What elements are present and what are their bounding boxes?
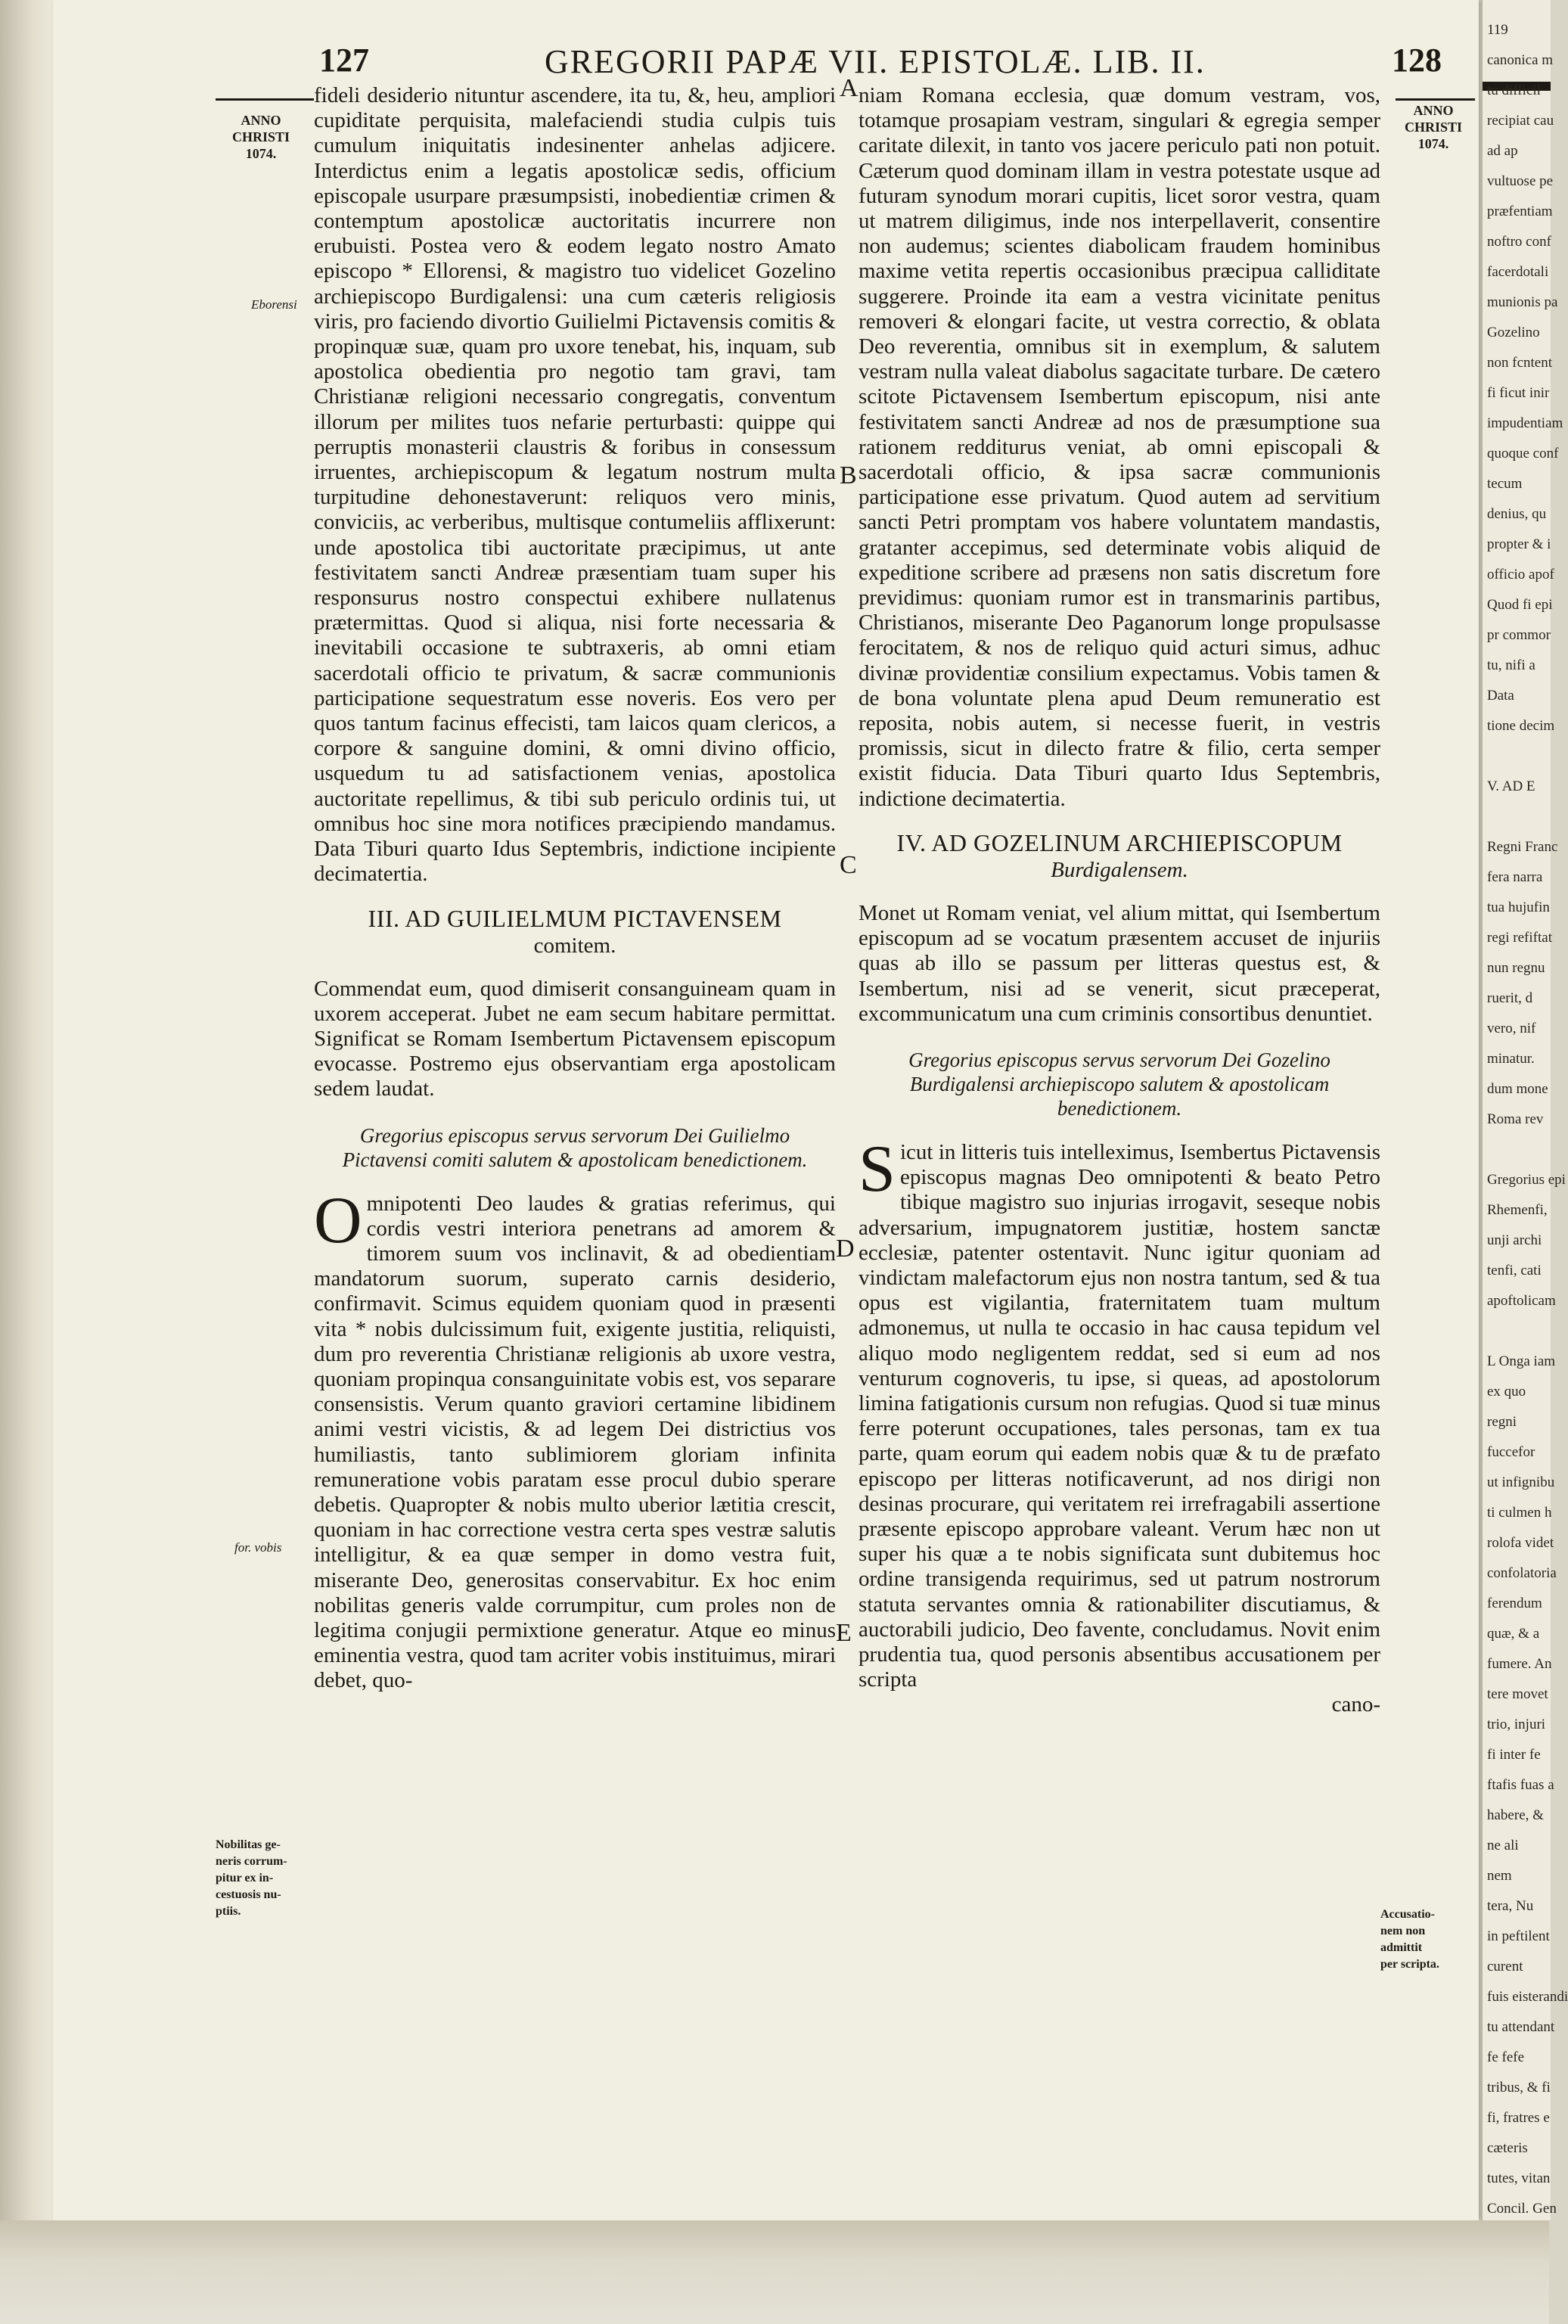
letter-iii-salutation: Gregorius episcopus servus servorum Dei Guilielmo Pictavensi comiti salutem & apostolicam benedictionem. bbox=[342, 1123, 808, 1171]
section-letter-a: A bbox=[840, 74, 859, 102]
next-page-line: in peftilent bbox=[1487, 1928, 1550, 1944]
next-page-line: fi ficut inir bbox=[1487, 385, 1550, 401]
section-letter-b: B bbox=[840, 461, 857, 489]
letter-ii-ending: fideli desiderio nituntur ascendere, ita tu, &, heu, ampliori cupiditate perquisita, malefaciendi studia culpis tuis cumulum iniquitatis indesinenter anhelas adjicere. Interdictus enim a legatis apostolicæ sedis, officium episcopale usurpare præsumpsisti, inobedientiæ crimen & contemptum apostolicæ auctoritatis incurrere non erubuisti. Postea vero & eodem legato nostro Amato episcopo * Ellorensi, & magistro tuo videlicet Gozelino archiepiscopo Burdigalensi: una cum cæteris religiosis viris, pro faciendo divortio Guilielmi Pictavensis comitis & propinquæ suæ, quam pro uxore tenebat, his, inquam, sub apostolica obedientia pro negotio tam gravi, tam Christianæ religioni necessario congregatis, conventum illorum per milites tuos nefarie perturbasti: quippe qui perruptis monasterii claustris & foribus in consessum irruentes, archiepiscopum & legatum nostrum multa turpitudine dehonestaverunt: reliquos vero minis, conviciis, ac verberibus, multisque contumeliis afflixerunt: unde apostolica tibi auctoritate præcipimus, ut ante festivitatem sancti Andreæ præsentiam tuam super his responsurus nostro conspectui exhibere nullatenus prætermittas. Quod si aliqua, nisi forte necessaria & inevitabili occasione te subtraxeris, ab omni etiam sacerdotali officio te privatum, & sacræ communionis participatione sequestratum esse noveris. Eos vero per quos tantum facinus effecisti, tam laicos quam clericos, a corpore & sanguine domini, & omni divino officio, usquedum tu ad satisfactionem venias, apostolica auctoritate repellimus, & tibi sub periculo ordinis tui, ut omnibus hoc sine mora notifices præcipiendo mandamus. Data Tiburi quarto Idus Septembris, indictione incipiente decimatertia. bbox=[314, 83, 836, 887]
next-page-line bbox=[1483, 1135, 1568, 1165]
next-page-line: præfentiam bbox=[1487, 204, 1553, 219]
letter-iii-ending: niam Romana ecclesia, quæ domum vestram, vos, totamque prosapiam vestram, singulari & egregia semper caritate dilexit, in tanto vos jacere periculo pati non potuit. Cæterum quod dominam illam in vestra potestate usque ad futuram synodum morari cupitis, licet soror vestra, quam ut matrem diligimus, inde nos interpellaverit, consentire non audemus; scientes diabolicam fraudem hominibus maxime vetita repertis occasionibus præcipua calliditate suggerere. Proinde ita eam a vestra vicinitate penitus removeri & elongari facite, ut vestra correctio, & oblata Deo reverentia, omnibus sit in exemplum, & salutem vestram nulla valeat diabolus sagacitate turbare. De cætero scitote Pictavensem Isembertum episcopum, nisi ante festivitatem sancti Andreæ ad nos de præsumptione sua rationem redditurus veniat, ab omni episcopali & sacerdotali officio, & ipsa sacræ communionis participatione esse privatum. Quod autem ad servitium sancti Petri promptam vos habere voluntatem mandastis, gratanter accepimus, sed determinate vobis aliquid de expeditione scribere ad præsens non satis discretum fore previdimus: quoniam rumor est in transmarinis partibus, Christianos, miserante Deo Paganorum longe propulsasse ferocitatem, & nos de reliquo quid acturi simus, adhuc divinæ providentiæ consilium expectamus. Vobis tamen & de bona voluntate plena apud Deum remuneratio est reposita, nobis autem, si necesse fuerit, in vestris promissis, sicut in dilecto fratre & filio, certa semper existit fiducia. Data Tiburi quarto Idus Septembris, indictione decimatertia. bbox=[859, 83, 1380, 811]
next-page-line: tere movet bbox=[1487, 1686, 1548, 1702]
next-page-line: Quod fi epi bbox=[1487, 597, 1553, 613]
next-page-line: tenfi, cati bbox=[1487, 1263, 1542, 1279]
next-page-line: tu, nifi a bbox=[1487, 657, 1535, 673]
next-page-line: minatur. bbox=[1487, 1051, 1535, 1067]
margin-note-nobilitas: Nobilitas ge- neris corrum- pitur ex in- cestuosis nu- ptiis. bbox=[216, 1838, 287, 1918]
letter-iv-summary: Monet ut Romam veniat, vel alium mittat, qui Isembertum episcopum ad se vocatum præsentem accuset de injuriis quas ab illo se passum per litteras questus est, & Isembertum, nisi ad se venerit, sicut præceperat, excommunicatum una cum criminis consortibus denuntiet. bbox=[859, 900, 1380, 1026]
next-page-line: noftro conf bbox=[1487, 234, 1551, 250]
next-page-line: confolatoria bbox=[1487, 1565, 1557, 1581]
letter-iv-subheading: Burdigalensem. bbox=[1051, 857, 1188, 882]
right-column bbox=[859, 83, 1380, 1718]
book-page bbox=[53, 0, 1479, 2220]
next-page-line: tua hujufin bbox=[1487, 899, 1550, 915]
next-page-line: nun regnu bbox=[1487, 960, 1545, 976]
next-page-line: ftafis fuas a bbox=[1487, 1777, 1554, 1793]
margin-anno-right: ANNO CHRISTI 1074. bbox=[1404, 103, 1463, 151]
next-page-line: fi inter fe bbox=[1487, 1747, 1541, 1763]
margin-anno-left: ANNO CHRISTI 1074. bbox=[231, 113, 290, 161]
next-page-line: unji archi bbox=[1487, 1232, 1542, 1248]
next-page-line: facerdotali bbox=[1487, 264, 1549, 280]
next-page-line: fuccefor bbox=[1487, 1444, 1535, 1460]
letter-iii-subheading: comitem. bbox=[533, 933, 616, 958]
next-page-line: quoque conf bbox=[1487, 446, 1559, 461]
left-column bbox=[314, 83, 836, 1694]
next-page-line: quæ, & a bbox=[1487, 1626, 1540, 1642]
next-page-line: non fcntent bbox=[1487, 355, 1553, 371]
next-page-line: rolofa videt bbox=[1487, 1535, 1554, 1551]
next-page-line: habere, & bbox=[1487, 1807, 1544, 1823]
next-page-line: tu difficil bbox=[1487, 82, 1541, 98]
running-head bbox=[53, 41, 1479, 86]
next-page-line: fera narra bbox=[1487, 869, 1543, 885]
next-page-line: tecum bbox=[1487, 476, 1523, 492]
next-page-line: ti culmen h bbox=[1487, 1505, 1552, 1521]
next-page-line: vero, nif bbox=[1487, 1021, 1536, 1036]
next-page-line: officio apof bbox=[1487, 567, 1554, 583]
next-page-line: curent bbox=[1487, 1959, 1523, 1974]
next-page-line: tu attendant bbox=[1487, 2019, 1555, 2035]
next-page-edge bbox=[1481, 0, 1568, 2220]
next-page-line: Gozelino bbox=[1487, 325, 1540, 340]
letter-iii-body: Omnipotenti Deo laudes & gratias referimus, qui cordis vestri interiora penetrans ad amorem & timorem suum vos inclinavit, & ad obedientiam mandatorum suorum, superato carnis desiderio, confirmavit. Scimus equidem quoniam quod in præsenti vita * nobis dulcissimum fuit, exigente justitia, reliquisti, dum pro reverentia Christianæ religionis ab uxore vestra, quoniam propinqua consanguinitate vobis est, vos separare consensistis. Verum quanto graviori certamine libidinem animi vestri vicistis, & ad legem Dei districtius vos humiliastis, tanto sublimiorem gloriam infinita remuneratione vobis paratam esse procul dubio sperare debetis. Quapropter & nobis multo uberior lætitia crescit, quoniam in hac correctione vestra certa spes vestræ salutis intelligitur, & ea quæ semper in domo vestra fuit, miserante Deo, generositas conservabitur. Ex hoc enim nobilitas generis valde corrumpitur, cum proles non de legitima conjugii permixtione generatur. Atque eo minus eminentia vestra, quod tam acriter vobis instituimus, mirari debet, quo- bbox=[314, 1183, 836, 1693]
next-page-line: fe fefe bbox=[1487, 2049, 1525, 2065]
next-page-line: ex quo bbox=[1487, 1384, 1526, 1400]
next-page-line: regni bbox=[1487, 1414, 1517, 1430]
next-page-line: V. AD E bbox=[1487, 778, 1535, 794]
next-page-line: tione decim bbox=[1487, 718, 1555, 734]
letter-iii-summary: Commendat eum, quod dimiserit consanguineam quam in uxorem acceperat. Jubet ne eam secum habitare permittat. Significat se Romam Isembertum Pictavensem episcopum evocasse. Postremo ejus observantiam erga apostolicam sedem laudat. bbox=[314, 976, 836, 1101]
next-page-line: nem bbox=[1487, 1868, 1512, 1884]
next-page-line: ne ali bbox=[1487, 1838, 1519, 1853]
next-page-line bbox=[1483, 1316, 1568, 1347]
next-page-line: Rhemenfi, bbox=[1487, 1202, 1548, 1218]
next-page-line: cæteris bbox=[1487, 2140, 1528, 2156]
next-page-line: Regni Franc bbox=[1487, 839, 1558, 855]
next-page-text bbox=[1483, 15, 1568, 2224]
section-letter-d: D bbox=[836, 1235, 855, 1263]
letter-iv-body: Sicut in litteris tuis intelleximus, Isembertus Pictavensis episcopus magnas Deo omnipotenti & beato Petro tibique magistro suo injurias irrogavit, seseque nobis adversarium, impugnatorem justitiæ, hostem sanctæ ecclesiæ, patenter ostentavit. Nunc igitur quoniam ad vindictam malefactorum ejus non nostra tantum, sed & tua opus est vigilantia, fraternitatem tuam multum admonemus, ut nulla te occasio in hac causa tepidum vel aliquo modo negligentem reddat, sed si eum ad nos venturum cognoveris, tu ipse, si queas, ad apostolorum limina fatigationis cursum non refugias. Quod si tuæ minus ferre poterunt occupationes, tales personas, tam ex tua parte, quam eorum qui eadem nobis quæ & tu de præfato episcopo per litteras notificaverunt, ad nos dirigi non desinas procurare, qui veritatem rei irrefragabili assertione præsente episcopo approbare valeant. Verum hæc non ut super his quæ a te nobis significata sunt dubitemus hoc ordine transigenda requirimus, sed ut patrum nostrorum statuta servantes omnia & rationabiliter discutiamus, & auctorabili judicio, Deo faventе, concludamus. Novit enim prudentia tua, quod personis absentibus accusationem per scripta bbox=[859, 1132, 1380, 1692]
next-page-line: trio, injuri bbox=[1487, 1717, 1546, 1732]
page-bottom-edge bbox=[0, 2220, 1549, 2324]
page-number-right: 128 bbox=[1392, 42, 1442, 79]
next-page-line: tutes, vitan bbox=[1487, 2170, 1551, 2186]
letter-iv-heading: IV. AD GOZELINUM ARCHIEPISCOPUM bbox=[896, 828, 1343, 856]
next-page-line: regi refiftat bbox=[1487, 930, 1552, 946]
catchword: cano- bbox=[1331, 1692, 1380, 1717]
next-page-line: vultuose pe bbox=[1487, 173, 1554, 189]
next-page-line: fuis eisterandi bbox=[1487, 1989, 1568, 2005]
next-page-line: ut infignibu bbox=[1487, 1474, 1555, 1490]
next-page-line: Concil. Gen bbox=[1487, 2201, 1557, 2217]
margin-note-eborensi: Eborensi bbox=[251, 297, 297, 312]
next-page-line: recipiat cau bbox=[1487, 113, 1554, 129]
letter-iii-heading: III. AD GUILIELMUM PICTAVENSEM bbox=[368, 904, 782, 932]
next-page-line: Data bbox=[1487, 688, 1514, 704]
next-page-line: Roma rev bbox=[1487, 1111, 1544, 1127]
next-page-line: tribus, & fi bbox=[1487, 2080, 1551, 2096]
book-spine bbox=[0, 0, 53, 2224]
next-page-line: fumere. An bbox=[1487, 1656, 1552, 1672]
next-page-line: ferendum bbox=[1487, 1595, 1542, 1611]
margin-rule-right bbox=[1396, 98, 1475, 101]
next-page-line: pr commor bbox=[1487, 627, 1551, 643]
next-page-line: apoftolicam bbox=[1487, 1293, 1556, 1309]
next-page-line: 119 bbox=[1487, 22, 1508, 38]
section-letter-e: E bbox=[836, 1619, 852, 1647]
page-number-left: 127 bbox=[319, 42, 369, 79]
next-page-line: canonica m bbox=[1487, 52, 1554, 68]
page-title: GREGORII PAPÆ VII. EPISTOLÆ. LIB. II. bbox=[545, 43, 1206, 80]
next-page-line: Gregorius epi bbox=[1487, 1172, 1566, 1188]
next-page-line: dum mone bbox=[1487, 1081, 1548, 1097]
margin-rule-left bbox=[216, 98, 314, 101]
letter-iv-salutation: Gregorius episcopus servus servorum Dei Gozelino Burdigalensi archiepiscopo salutem & apostolicam benedictionem. bbox=[908, 1048, 1330, 1120]
next-page-line bbox=[1483, 741, 1568, 772]
next-page-line: ruerit, d bbox=[1487, 990, 1533, 1006]
next-page-line bbox=[1483, 802, 1568, 832]
next-page-line: impudentiam bbox=[1487, 415, 1563, 431]
next-page-line: tera, Nu bbox=[1487, 1898, 1534, 1914]
next-page-line: ad ap bbox=[1487, 143, 1518, 159]
next-page-line: L Onga iam bbox=[1487, 1353, 1556, 1369]
margin-note-accusatio: Accusatio- nem non admittit per scripta. bbox=[1380, 1908, 1439, 1971]
next-page-line: propter & i bbox=[1487, 536, 1551, 552]
next-page-line: denius, qu bbox=[1487, 506, 1547, 522]
section-letter-c: C bbox=[840, 851, 857, 879]
next-page-line: fi, fratres e bbox=[1487, 2110, 1550, 2126]
next-page-line: munionis pa bbox=[1487, 294, 1558, 310]
margin-note-for-vobis: for. vobis bbox=[234, 1540, 282, 1555]
